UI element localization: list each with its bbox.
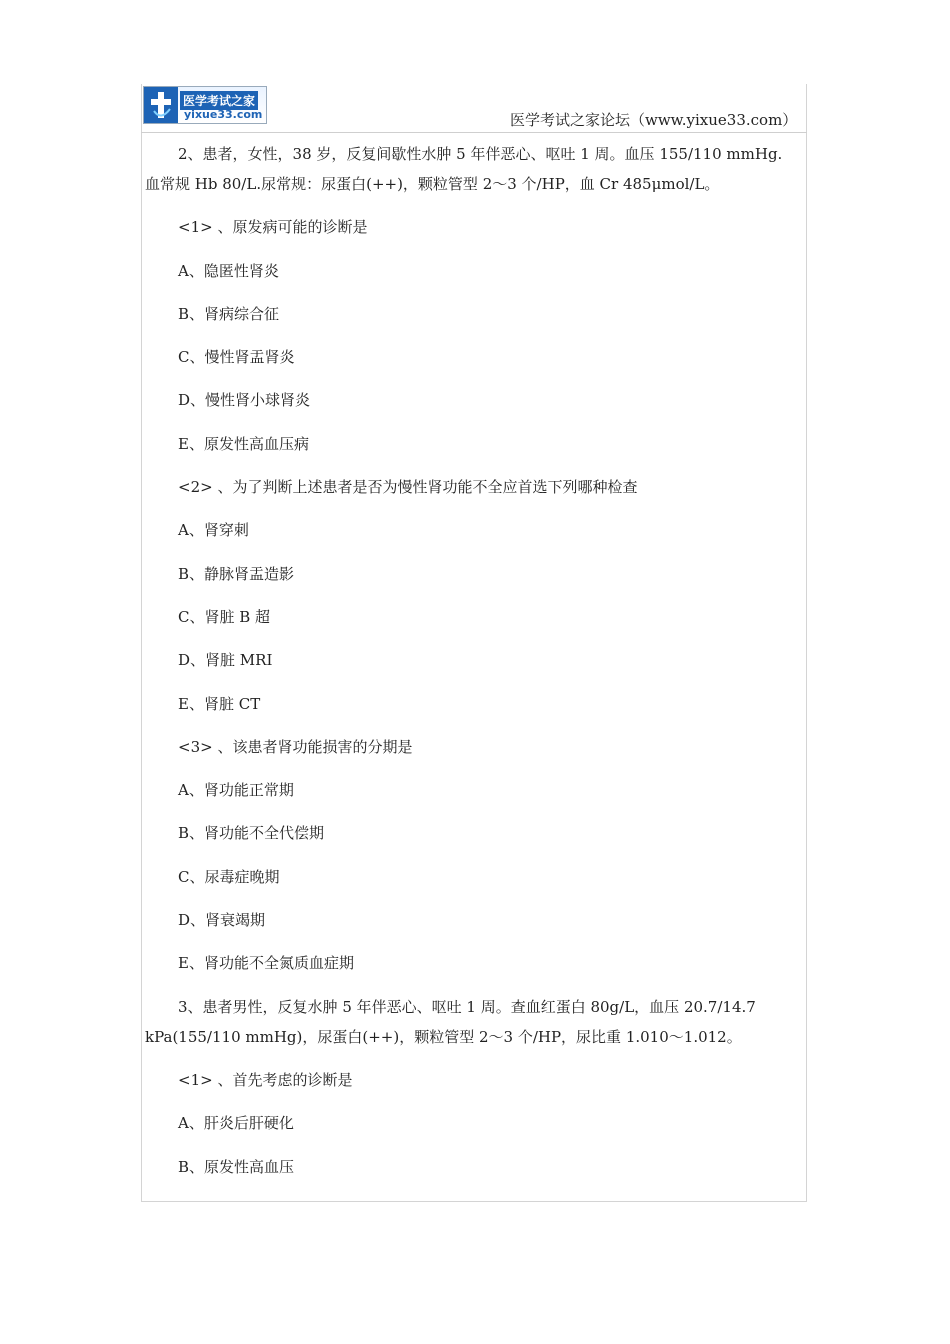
answer-option: C、尿毒症晚期 — [178, 867, 280, 886]
logo-en-text: yixue33.com — [184, 108, 263, 121]
answer-option: B、静脉肾盂造影 — [178, 564, 295, 583]
answer-option: E、肾功能不全氮质血症期 — [178, 954, 354, 973]
answer-option: E、肾脏 CT — [178, 694, 261, 713]
question-content — [145, 141, 805, 1197]
question-stem: 2、患者，女性，38 岁，反复间歇性水肿 5 年伴恶心、呕吐 1 周。血压 155/110 mmHg. — [178, 145, 783, 163]
answer-option: D、肾脏 MRI — [178, 651, 273, 670]
answer-option: A、肾穿刺 — [178, 521, 249, 540]
answer-option: D、肾衰竭期 — [178, 911, 266, 930]
answer-option: D、慢性肾小球肾炎 — [178, 391, 311, 410]
answer-option: C、肾脏 B 超 — [178, 607, 271, 626]
answer-option: A、肝炎后肝硬化 — [178, 1114, 294, 1133]
header-divider — [141, 132, 807, 133]
answer-option: B、肾病综合征 — [178, 304, 280, 323]
answer-option: B、肾功能不全代偿期 — [178, 824, 325, 843]
site-logo[interactable] — [143, 86, 267, 124]
question-stem: 3、患者男性，反复水肿 5 年伴恶心、呕吐 1 周。查血红蛋白 80g/L，血压 20.7/14.7 — [178, 997, 756, 1016]
sub-question: <2> 、为了判断上述患者是否为慢性肾功能不全应首选下列哪种检查 — [178, 478, 638, 497]
answer-option: A、肾功能正常期 — [178, 781, 294, 800]
question-stem-continued: 血常规 Hb 80/L.尿常规：尿蛋白(++)，颗粒管型 2～3 个/HP，血 Cr 485μmol/L。 — [145, 175, 720, 193]
sub-question: <1> 、原发病可能的诊断是 — [178, 218, 368, 237]
logo-cn-text: 医学考试之家 — [180, 91, 258, 110]
question-stem-continued: kPa(155/110 mmHg)，尿蛋白(++)，颗粒管型 2～3 个/HP，尿比重 1.010～1.012。 — [145, 1027, 742, 1046]
sub-question: <3> 、该患者肾功能损害的分期是 — [178, 737, 413, 756]
answer-option: E、原发性高血压病 — [178, 434, 309, 453]
site-title: 医学考试之家论坛（www.yixue33.com） — [510, 111, 798, 129]
answer-option: B、原发性高血压 — [178, 1157, 295, 1176]
answer-option: C、慢性肾盂肾炎 — [178, 348, 295, 367]
answer-option: A、隐匿性肾炎 — [178, 261, 279, 280]
sub-question: <1> 、首先考虑的诊断是 — [178, 1070, 353, 1089]
